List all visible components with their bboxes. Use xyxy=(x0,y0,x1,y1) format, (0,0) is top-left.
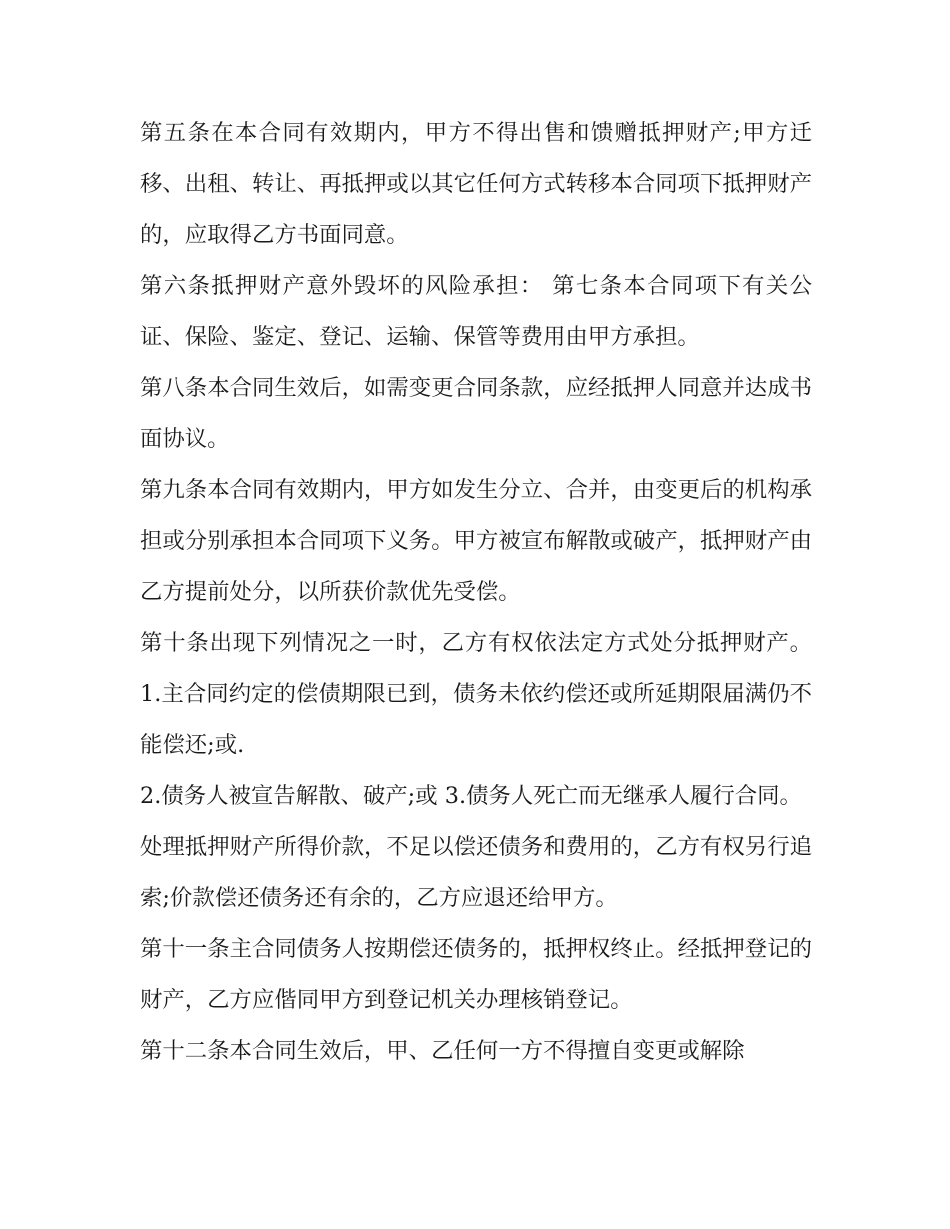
article-12-paragraph: 第十二条本合同生效后，甲、乙任何一方不得擅自变更或解除 xyxy=(140,1038,745,1064)
article-11-paragraph: 第十一条主合同债务人按期偿还债务的，抵押权终止。经抵押登记的财产，乙方应偕同甲方到登记机关办理核销登记。 xyxy=(140,936,812,1013)
article-9-paragraph: 第九条本合同有效期内，甲方如发生分立、合并，由变更后的机构承担或分别承担本合同项下义务。甲方被宣布解散或破产，抵押财产由乙方提前处分，以所获价款优先受偿。 xyxy=(140,477,812,605)
article-10-paragraph: 第十条出现下列情况之一时，乙方有权依法定方式处分抵押财产。 1.主合同约定的偿债期限已到，债务未依约偿还或所延期限届满仍不能偿还;或. xyxy=(140,630,812,758)
article-5-paragraph: 第五条在本合同有效期内，甲方不得出售和馈赠抵押财产;甲方迁移、出租、转让、再抵押或以其它任何方式转移本合同项下抵押财产的，应取得乙方书面同意。 xyxy=(140,120,812,248)
document-body xyxy=(140,108,812,1077)
article-10-items-paragraph: 2.债务人被宣告解散、破产;或 3.债务人死亡而无继承人履行合同。 xyxy=(140,783,802,809)
article-6-7-paragraph: 第六条抵押财产意外毁坏的风险承担： 第七条本合同项下有关公证、保险、鉴定、登记、运输、保管等费用由甲方承担。 xyxy=(140,273,812,350)
article-8-paragraph: 第八条本合同生效后，如需变更合同条款，应经抵押人同意并达成书面协议。 xyxy=(140,375,812,452)
disposal-proceeds-paragraph: 处理抵押财产所得价款，不足以偿还债务和费用的，乙方有权另行追索;价款偿还债务还有余的，乙方应退还给甲方。 xyxy=(140,834,812,911)
